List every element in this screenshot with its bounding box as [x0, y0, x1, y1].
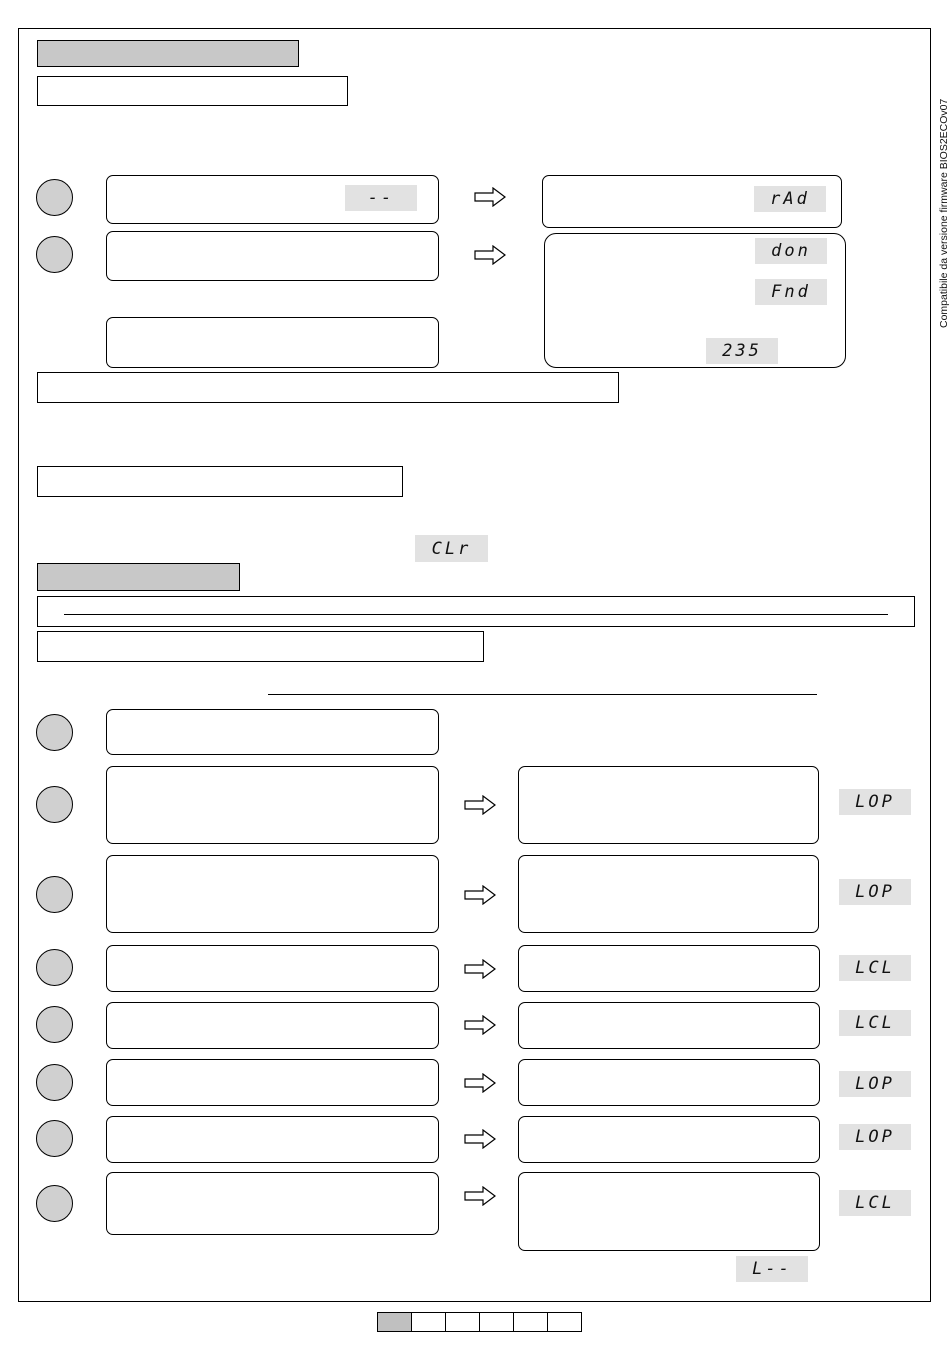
page-cell-5[interactable] — [513, 1312, 548, 1332]
arrow-right-icon — [474, 187, 506, 207]
page-cell-4[interactable] — [479, 1312, 514, 1332]
lcd-display: LCL — [839, 1010, 911, 1036]
step-box — [106, 945, 439, 992]
note-box — [37, 466, 403, 497]
step-box — [106, 317, 439, 368]
lcd-display: rAd — [754, 186, 826, 212]
step-marker — [36, 1185, 73, 1222]
arrow-right-icon — [464, 1073, 496, 1093]
divider-line — [268, 694, 817, 695]
lcd-display: L-- — [736, 1256, 808, 1282]
step-marker — [36, 236, 73, 273]
page-cell-3[interactable] — [445, 1312, 480, 1332]
lcd-display: don — [755, 238, 827, 264]
arrow-right-icon — [464, 1129, 496, 1149]
step-marker — [36, 1120, 73, 1157]
step-box — [106, 855, 439, 933]
section2-banner-box — [37, 596, 915, 627]
result-box — [518, 1002, 820, 1049]
step-marker — [36, 1064, 73, 1101]
step-marker — [36, 714, 73, 751]
result-box — [518, 945, 820, 992]
lcd-display: LCL — [839, 955, 911, 981]
lcd-display: -- — [345, 185, 417, 211]
step-marker — [36, 1006, 73, 1043]
step-marker — [36, 179, 73, 216]
step-marker — [36, 876, 73, 913]
firmware-compatibility-note: Compatibile da versione firmware BIOS2ECOv07 — [938, 98, 950, 328]
section2-header-bar — [37, 563, 240, 591]
arrow-right-icon — [464, 1186, 496, 1206]
step-box — [106, 1059, 439, 1106]
arrow-right-icon — [474, 245, 506, 265]
arrow-right-icon — [464, 795, 496, 815]
lcd-display: 235 — [706, 338, 778, 364]
lcd-display: LOP — [839, 789, 911, 815]
step-marker — [36, 949, 73, 986]
result-box — [518, 1059, 820, 1106]
page-cell-1[interactable] — [377, 1312, 412, 1332]
step-box — [106, 766, 439, 844]
page-cell-2[interactable] — [411, 1312, 446, 1332]
step-box — [106, 1172, 439, 1235]
note-box — [37, 372, 619, 403]
arrow-right-icon — [464, 885, 496, 905]
lcd-display: LCL — [839, 1190, 911, 1216]
page-cell-6[interactable] — [547, 1312, 582, 1332]
lcd-display: LOP — [839, 1071, 911, 1097]
pagination — [378, 1312, 582, 1332]
lcd-display: CLr — [415, 535, 488, 562]
result-box — [518, 855, 819, 933]
result-box — [518, 1116, 820, 1163]
lcd-display: LOP — [839, 1124, 911, 1150]
section1-subtitle-box — [37, 76, 348, 106]
result-box — [518, 1172, 820, 1251]
step-box — [106, 1002, 439, 1049]
lcd-display: Fnd — [755, 279, 827, 305]
step-box — [106, 231, 439, 281]
divider-line — [64, 614, 888, 615]
section1-header-bar — [37, 40, 299, 67]
step-marker — [36, 786, 73, 823]
result-box — [518, 766, 819, 844]
lcd-display: LOP — [839, 879, 911, 905]
step-box — [106, 1116, 439, 1163]
step-box — [106, 709, 439, 755]
arrow-right-icon — [464, 959, 496, 979]
arrow-right-icon — [464, 1015, 496, 1035]
section2-subtitle-box — [37, 631, 484, 662]
